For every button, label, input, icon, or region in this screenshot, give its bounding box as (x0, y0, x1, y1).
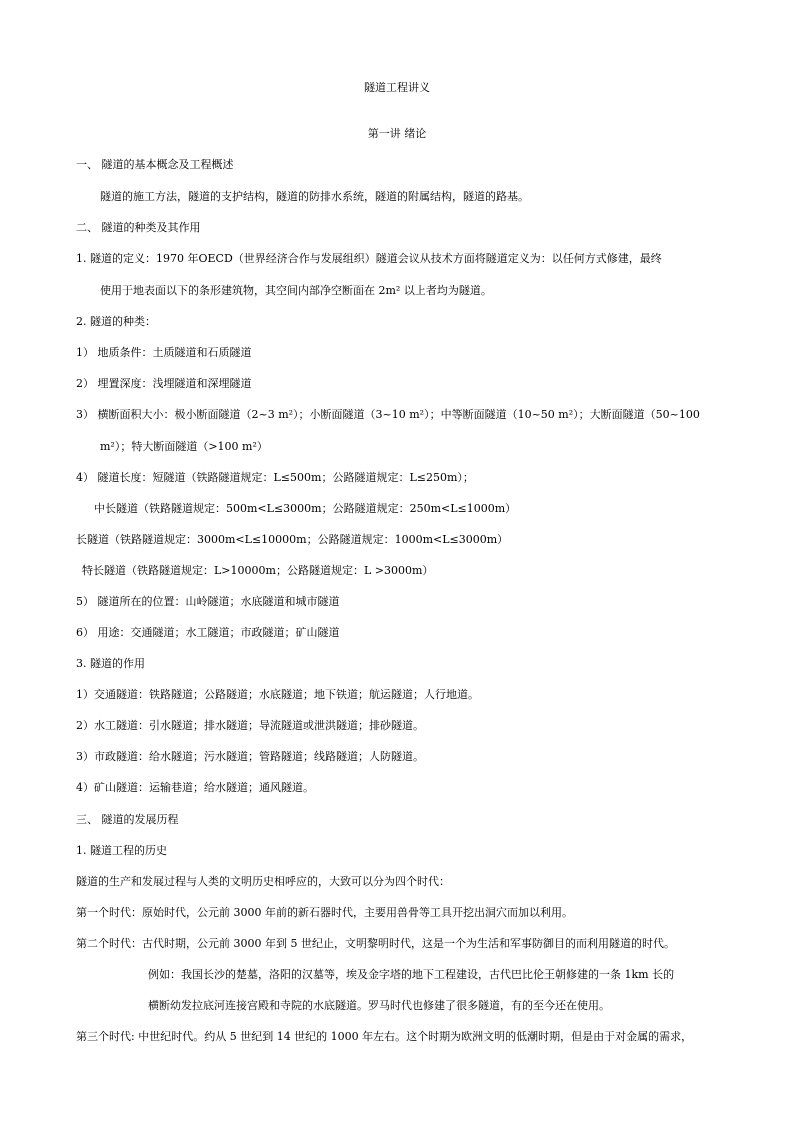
paragraph-line: 使用于地表面以下的条形建筑物，其空间内部净空断面在 2m² 以上者均为隧道。 (100, 284, 492, 297)
list-item: 1）交通隧道：铁路隧道；公路隧道；水底隧道；地下铁道；航运隧道；人行地道。 (76, 688, 479, 701)
paragraph-line: 第三个时代: 中世纪时代。约从 5 世纪到 14 世纪的 1000 年左右。这个时期为欧洲文明的低潮时期，但是由于对金属的需求， (76, 1030, 693, 1043)
paragraph-line: 中长隧道（铁路隧道规定：500m<L≤3000m；公路隧道规定：250m<L≤1000m） (94, 502, 517, 515)
paragraph-line: 第一个时代：原始时代，公元前 3000 年前的新石器时代，主要用兽骨等工具开挖出洞穴而加以利用。 (76, 906, 573, 919)
paragraph-line: 隧道的生产和发展过程与人类的文明历史相呼应的，大致可以分为四个时代： (76, 875, 450, 888)
list-item: 2）水工隧道：引水隧道；排水隧道；导流隧道或泄洪隧道；排砂隧道。 (76, 719, 424, 732)
list-item: 2. 隧道的种类： (76, 315, 156, 328)
section-heading: 一、 隧道的基本概念及工程概述 (76, 158, 234, 171)
section-heading: 二、 隧道的种类及其作用 (76, 221, 201, 234)
paragraph-line: 隧道的施工方法，隧道的支护结构，隧道的防排水系统，隧道的附属结构，隧道的路基。 (100, 190, 529, 203)
list-item: 6） 用途：交通隧道；水工隧道；市政隧道；矿山隧道 (76, 626, 340, 639)
list-item: 2） 埋置深度：浅埋隧道和深埋隧道 (76, 377, 252, 390)
paragraph-line: 长隧道（铁路隧道规定：3000m<L≤10000m；公路隧道规定：1000m<L≤3000m） (76, 533, 509, 546)
paragraph-line: 特长隧道（铁路隧道规定：L>10000m；公路隧道规定：L >3000m） (82, 564, 434, 577)
document-title: 隧道工程讲义 (364, 81, 430, 94)
subsection-heading: 3. 隧道的作用 (76, 657, 145, 670)
section-heading: 三、 隧道的发展历程 (76, 813, 179, 826)
list-item: 3） 横断面积大小：极小断面隧道（2~3 m²）；小断面隧道（3~10 m²）；中等断面隧道（10~50 m²）；大断面隧道（50~100 (76, 408, 700, 421)
paragraph-line: 1. 隧道的定义：1970 年OECD（世界经济合作与发展组织）隧道会议从技术方面将隧道定义为：以任何方式修建，最终 (76, 252, 662, 265)
list-item: 5） 隧道所在的位置：山岭隧道；水底隧道和城市隧道 (76, 595, 340, 608)
list-item: 4） 隧道长度：短隧道（铁路隧道规定：L≤500m；公路隧道规定：L≤250m）； (76, 471, 474, 484)
paragraph-line: 第二个时代：古代时期，公元前 3000 年到 5 世纪止，文明黎明时代，这是一个为生活和军事防御目的而利用隧道的时代。 (76, 937, 675, 950)
subsection-heading: 1. 隧道工程的历史 (76, 844, 167, 857)
paragraph-line: 例如：我国长沙的楚墓，洛阳的汉墓等，埃及金字塔的地下工程建设，古代巴比伦王朝修建的一条 1km 长的 (148, 968, 675, 981)
paragraph-line: 横断幼发拉底河连接宫殿和寺院的水底隧道。罗马时代也修建了很多隧道，有的至今还在使用。 (148, 999, 610, 1012)
paragraph-line: m²）；特大断面隧道（>100 m²） (100, 440, 268, 453)
lecture-heading: 第一讲 绪论 (367, 127, 427, 140)
list-item: 3）市政隧道：给水隧道；污水隧道；管路隧道；线路隧道；人防隧道。 (76, 750, 424, 763)
list-item: 1） 地质条件：土质隧道和石质隧道 (76, 346, 252, 359)
list-item: 4）矿山隧道：运输巷道；给水隧道；通风隧道。 (76, 781, 314, 794)
